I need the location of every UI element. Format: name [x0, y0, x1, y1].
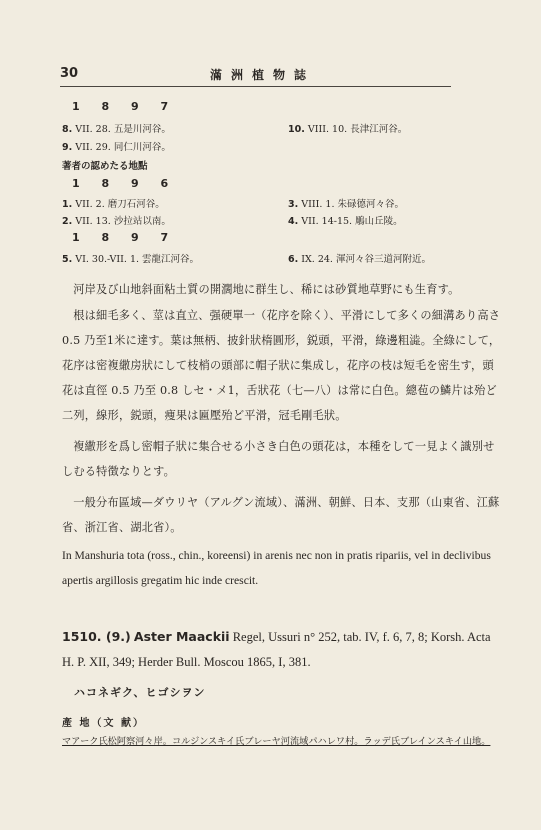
year-heading: 1 8 9 7 [72, 100, 178, 113]
locality-record: 5. VI. 30.-VII. 1. 雲龍江河谷。 [62, 254, 200, 265]
literature-localities: マアーク氏松阿察河々岸。コルジンスキイ氏ブレーヤ河流域パハレワ村。ラッデ氏ブレインスキイ山地。 [62, 736, 491, 747]
locality-record: 3. VIII. 1. 朱碌德河々谷。 [288, 199, 405, 210]
locality-record: 9. VII. 29. 同仁川河谷。 [62, 142, 171, 153]
year-heading: 1 8 9 7 [72, 231, 178, 244]
literature-heading: 產 地（文 献） [62, 718, 145, 729]
section-subheading: 著者の認めたる地點 [62, 161, 148, 172]
species-name: Aster Maackii [133, 629, 230, 644]
page-header [60, 66, 451, 84]
locality-record: 4. VII. 14-15. 鵰山丘陵。 [288, 216, 403, 227]
habitat-paragraph: 河岸及び山地斜面粘土質の開濶地に群生し、稀には砂質地草野にも生育す。 [73, 283, 460, 296]
locality-record: 8. VII. 28. 五是川河谷。 [62, 124, 171, 135]
year-heading: 1 8 9 6 [72, 177, 178, 190]
locality-record: 2. VII. 13. 沙拉站以南。 [62, 216, 171, 227]
japanese-name: ハコネギク、ヒゴシヲン [74, 686, 206, 699]
description-paragraph: 根は細毛多く、莖は直立、强硬單一（花序を除く）、平滑にして多くの細溝あり高さ 0.5 乃至1米に達す。葉は無柄、披針狀楕圓形，鋭頭，平滑，綠邊粗澁。全綠にして，花序は密複繖房狀にして枝梢の頭部に帽子狀に集成し，花序の枝は短毛を密生す，頭花は直徑 0.5 乃至 0.8 しセ・メ1，舌狀花（七—八）は常に白色。總苞の鱗片は殆ど二列，線形，鋭頭，痩果は匾壓殆ど平滑，冠毛剛毛狀。 [62, 309, 501, 422]
species-number: 1510. (9.) [62, 629, 131, 644]
locality-record: 1. VII. 2. 磨刀石河谷。 [62, 199, 165, 210]
diagnosis-paragraph: 複繖形を爲し密帽子狀に集合せる小さき白色の頭花は，本種をして一見よく識別せしむる特徴なりとす。 [62, 440, 495, 478]
locality-record: 6. IX. 24. 渾河々谷三道河附近。 [288, 254, 431, 265]
latin-habitat: In Manshuria tota (ross., chin., koreensi) in arenis nec non in pratis ripariis, vel in declivibus apertis argillosis gregatim hic inde crescit. [62, 549, 491, 587]
distribution-paragraph: 一般分布區域—ダウリヤ（アルグン流域）、滿洲、朝鮮、日本、支那（山東省、江蘇省、浙江省、湖北省）。 [62, 496, 500, 534]
species-heading [62, 624, 502, 675]
page-number: 30 [60, 66, 79, 81]
running-title: 滿洲植物誌 [210, 68, 316, 82]
header-rule [60, 86, 451, 87]
species-references: Regel, Ussuri n° 252, tab. IV, f. 6, 7, 8; Korsh. Acta H. P. XII, 349; Herder Bull. Moscou 1865, I, 381. [62, 630, 491, 669]
locality-record: 10. VIII. 10. 長津江河谷。 [288, 124, 408, 135]
